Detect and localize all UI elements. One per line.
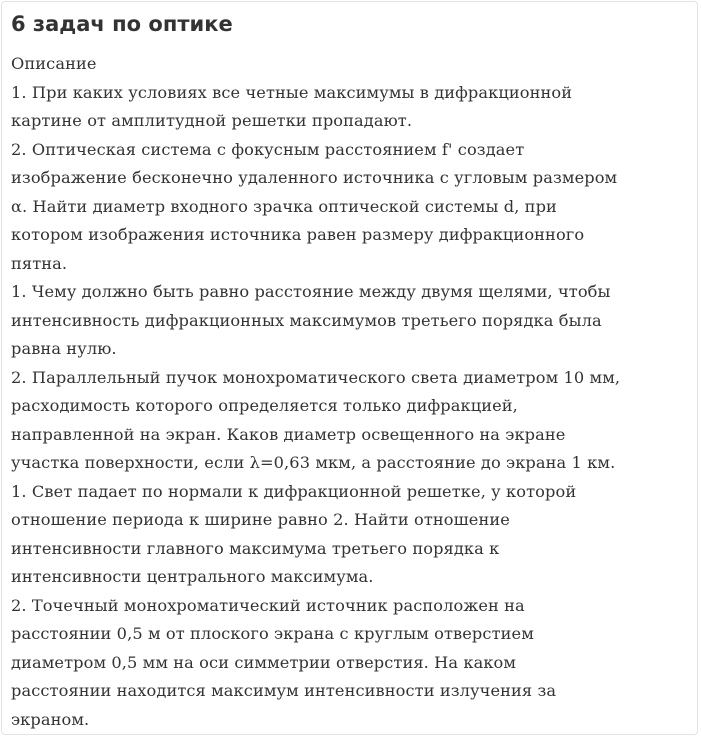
description-line: экраном. <box>11 709 90 729</box>
description-line: 2. Параллельный пучок монохроматического света диаметром 10 мм, <box>11 367 621 387</box>
description-line: котором изображения источника равен размеру дифракционного <box>11 225 585 244</box>
description-line: 1. При каких условиях все четные максимумы в дифракционной <box>11 82 573 102</box>
description-line: 1. Чему должно быть равно расстояние между двумя щелями, чтобы <box>11 282 611 301</box>
description-line: интенсивности главного максимума третьего порядка к <box>11 538 500 558</box>
description-line: 2. Точечный монохроматический источник расположен на <box>11 595 525 615</box>
description-line: диаметром 0,5 мм на оси симметрии отверстия. На каком <box>11 652 517 672</box>
description-line: направленной на экран. Каков диаметр освещенного на экране <box>11 424 566 444</box>
page-title: 6 задач по оптике <box>11 12 233 36</box>
description-line: расстоянии находится максимум интенсивности излучения за <box>11 681 557 700</box>
description-line: расходимость которого определяется только дифракцией, <box>11 396 518 415</box>
description-line: интенсивности центрального максимума. <box>11 567 374 586</box>
description-line: 1. Свет падает по нормали к дифракционной решетке, у которой <box>11 481 577 501</box>
description-line: картине от амплитудной решетки пропадают. <box>11 111 413 130</box>
description-line: отношение периода к ширине равно 2. Найти отношение <box>11 510 510 529</box>
description-line: интенсивность дифракционных максимумов третьего порядка была <box>11 310 602 330</box>
description-line: расстоянии 0,5 м от плоского экрана с круглым отверстием <box>11 624 534 643</box>
description-line: пятна. <box>11 253 68 273</box>
description-block <box>11 50 701 734</box>
description-line: изображение бесконечно удаленного источника с угловым размером <box>11 168 618 187</box>
product-card <box>1 1 698 735</box>
description-line: равна нулю. <box>11 339 117 358</box>
description-line: 2. Оптическая система с фокусным расстоянием f' создает <box>11 139 525 159</box>
description-line: участка поверхности, если λ=0,63 мкм, а расстояние до экрана 1 км. <box>11 453 616 472</box>
description-label: Описание <box>11 54 97 73</box>
description-line: α. Найти диаметр входного зрачка оптической системы d, при <box>11 196 557 216</box>
